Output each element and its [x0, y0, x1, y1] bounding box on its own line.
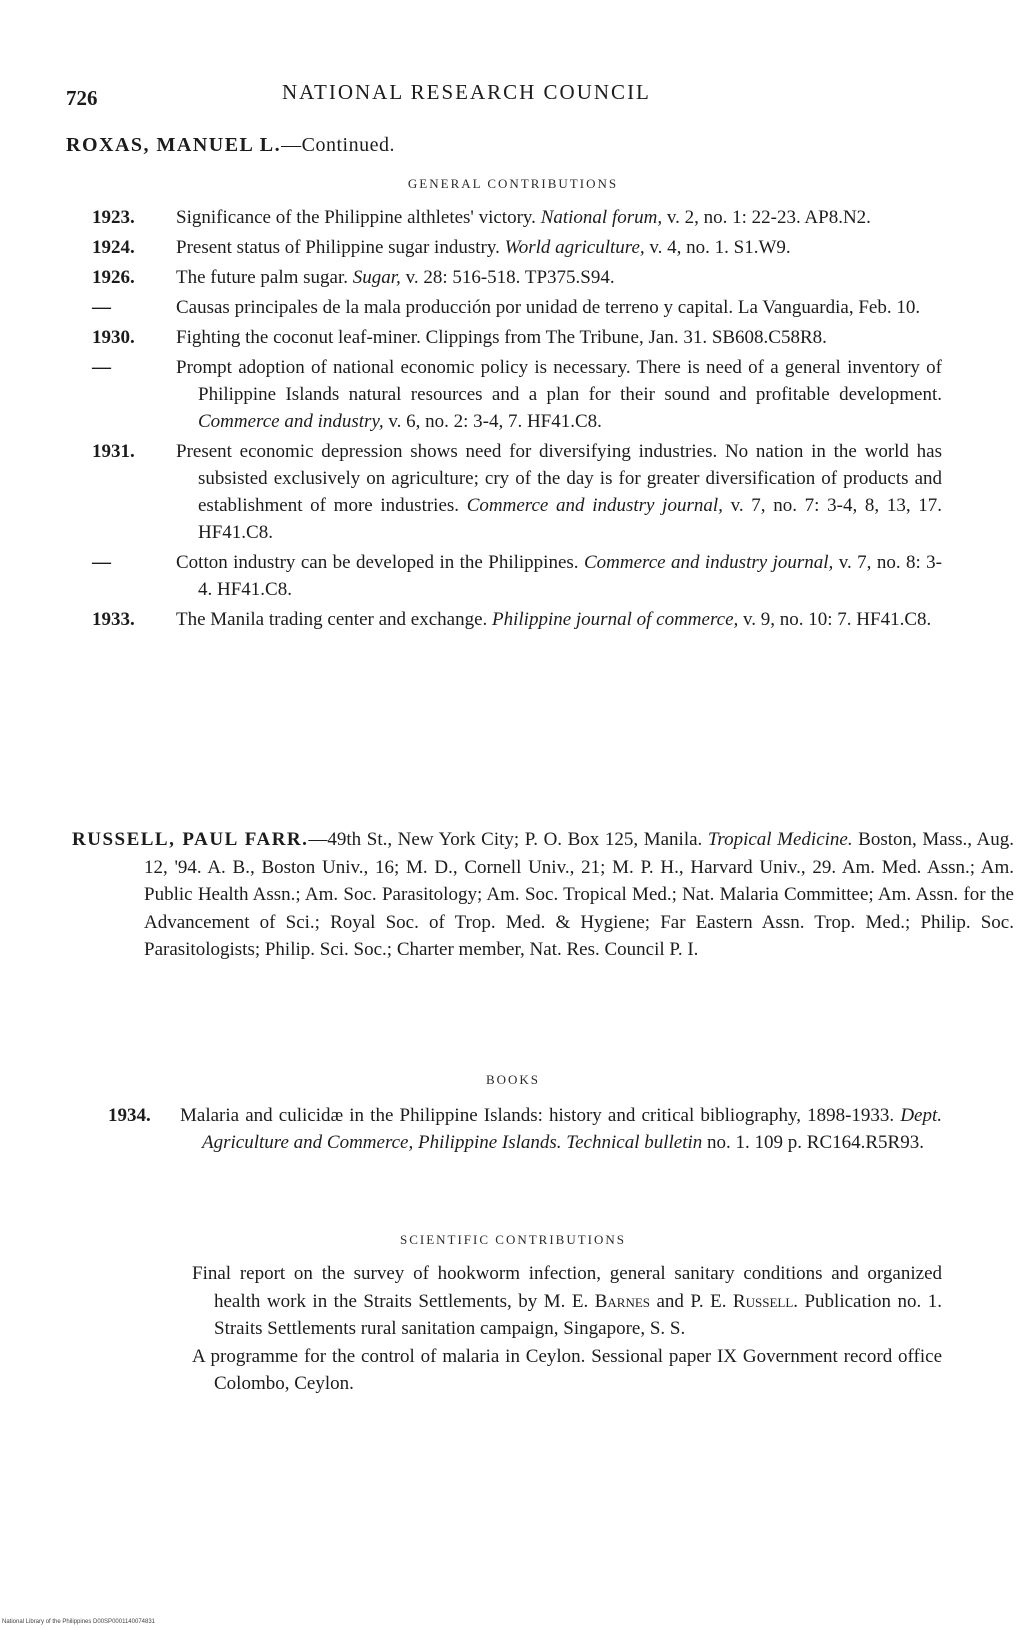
bibliography-entry [92, 234, 942, 261]
continued-entry-heading [66, 134, 395, 157]
continued-label: —Continued. [281, 134, 395, 156]
entry-citation: v. 7, no. 8: 3-4. HF41.C8. [198, 552, 943, 600]
entry-journal: Philippine journal of commerce, [492, 609, 739, 630]
section-heading-scientific: SCIENTIFIC CONTRIBUTIONS [399, 1232, 627, 1247]
entry-year: 1933. [92, 609, 135, 630]
general-contributions-list [92, 204, 942, 636]
entry-year: 1923. [92, 207, 135, 228]
entry-title: Significance of the Philippine althletes' victory. [176, 207, 541, 228]
entry-title: Prompt adoption of national economic policy is necessary. There is need of a general inventory of Philippine Islands natural resources and a plan for their sound and profitable development. [176, 357, 942, 405]
entry-year: 1930. [92, 327, 135, 348]
bibliography-entry [92, 264, 942, 291]
entry-journal: World agriculture, [504, 237, 645, 258]
bibliography-entry [92, 606, 942, 633]
entry-title: Present status of Philippine sugar industry. [176, 237, 505, 258]
bibliography-entry [108, 1102, 942, 1156]
entry-citation: v. 28: 516-518. TP375.S94. [400, 267, 615, 288]
page-number: 726 [66, 86, 98, 110]
entry-year: 1926. [92, 267, 135, 288]
books-list [108, 1102, 942, 1159]
person-name: ROXAS, MANUEL L. [66, 134, 282, 156]
entry-title: Present economic depression shows need for diversifying industries. No nation in the world has subsisted exclusively on agriculture; cry of the day is for greater diversification of products and establishment of more industries. [176, 441, 942, 516]
bibliography-entry [92, 204, 942, 231]
entry-title: A programme for the control of malaria in Ceylon. Sessional paper IX Government record office Colombo, Ceylon. [192, 1345, 942, 1394]
bibliography-entry [92, 324, 942, 351]
entry-title: The future palm sugar. [176, 267, 353, 288]
scan-footer: National Library of the Philippines D00SP0001140074831 [2, 1619, 155, 1625]
bio-field: Tropical Medicine. [707, 829, 853, 850]
entry-journal: Commerce and industry journal, [466, 495, 723, 516]
person-name: RUSSELL, PAUL FARR. [72, 829, 309, 850]
biography-entry-russell [72, 826, 1014, 964]
entry-connector: and P. E. [650, 1290, 733, 1312]
entry-title: The Manila trading center and exchange. [176, 609, 492, 630]
bio-address: —49th St., New York City; P. O. Box 125, Manila. [308, 829, 708, 850]
entry-citation: v. 4, no. 1. S1.W9. [644, 237, 791, 258]
entry-citation: no. 1. 109 p. RC164.R5R93. [702, 1132, 924, 1153]
entry-journal: National forum, [540, 207, 663, 228]
page-header [66, 80, 946, 114]
bibliography-entry [192, 1343, 942, 1398]
entry-citation: v. 2, no. 1: 22-23. AP8.N2. [662, 207, 871, 228]
entry-title: Causas principales de la mala producción por unidad de terreno y capital. La Vanguardia, Feb. 10. [176, 297, 921, 318]
entry-year: 1924. [92, 237, 135, 258]
bibliography-entry [92, 549, 942, 603]
running-title: NATIONAL RESEARCH COUNCIL [282, 80, 651, 104]
entry-year: — [92, 357, 111, 378]
entry-journal: Dept. Agriculture and Commerce, Philippine Islands. Technical bulletin [202, 1105, 942, 1153]
entry-title: Fighting the coconut leaf-miner. Clippings from The Tribune, Jan. 31. SB608.C58R8. [176, 327, 827, 348]
entry-title: Cotton industry can be developed in the Philippines. [176, 552, 584, 573]
entry-journal: Commerce and industry journal, [583, 552, 834, 573]
scientific-contributions-list [192, 1260, 942, 1398]
entry-journal: Commerce and industry, [198, 411, 384, 432]
entry-year: — [92, 297, 111, 318]
bio-details: Boston, Mass., Aug. 12, '94. A. B., Boston Univ., 16; M. D., Cornell Univ., 21; M. P. H., Harvard Univ., 29. Am. Med. Assn.; Am. Public Health Assn.; Am. Soc. Parasitology; Am. Soc. Tropical Med.; Nat. Malaria Committee; Am. Assn. for the Advancement of Sci.; Royal Soc. of Trop. Med. & Hygiene; Far Eastern Assn. Trop. Med.; Philip. Soc. Parasitologists; Philip. Sci. Soc.; Charter member, Nat. Res. Council P. I. [144, 829, 1014, 960]
entry-citation: . Publication no. 1. Straits Settlements rural sanitation campaign, Singapore, S. S. [214, 1290, 942, 1339]
bibliography-entry [192, 1260, 942, 1343]
entry-journal: Sugar, [352, 267, 401, 288]
bibliography-entry [92, 294, 942, 321]
entry-citation: v. 7, no. 7: 3-4, 8, 13, 17. HF41.C8. [198, 495, 943, 543]
entry-title: Malaria and culicidæ in the Philippine Islands: history and critical bibliography, 1898-1933. [180, 1105, 901, 1126]
bibliography-entry [92, 354, 942, 435]
bibliography-entry [92, 438, 942, 546]
entry-year: — [92, 552, 111, 573]
entry-citation: v. 9, no. 10: 7. HF41.C8. [738, 609, 932, 630]
section-heading-general: GENERAL CONTRIBUTIONS [407, 176, 619, 191]
entry-citation: v. 6, no. 2: 3-4, 7. HF41.C8. [383, 411, 602, 432]
section-heading-books: BOOKS [485, 1072, 541, 1087]
entry-year: 1931. [92, 441, 135, 462]
entry-author: Russell [732, 1290, 794, 1312]
entry-author: Barnes [594, 1290, 651, 1312]
entry-title: Final report on the survey of hookworm infection, general sanitary conditions and organized health work in the Straits Settlements, by M. E. [192, 1263, 942, 1312]
entry-year: 1934. [108, 1105, 151, 1126]
